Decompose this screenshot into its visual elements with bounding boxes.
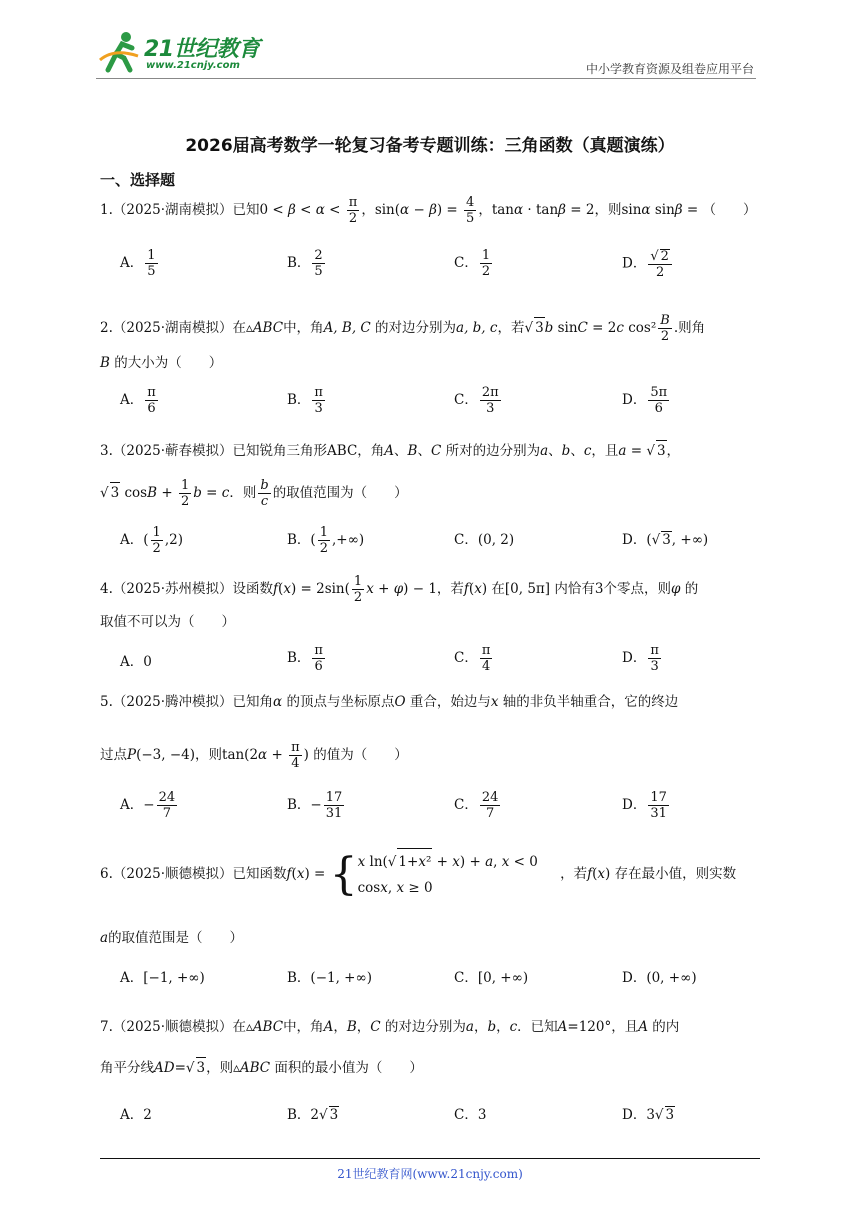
question-3: 3.（2025·蕲春模拟）已知锐角三角形ABC，角A、B、C 所对的边分别为a、b、c，且a = √ 3， [100, 440, 680, 461]
q2-option-b[interactable]: B． $\frac{\pi}{3}$ [287, 385, 323, 416]
q4-option-a[interactable]: A．0 [120, 654, 152, 670]
q7-option-c[interactable]: C．3 [454, 1107, 487, 1123]
question-5: 5.（2025·腾冲模拟）已知角α 的顶点与坐标原点O 重合，始边与x 轴的非负半轴重合，它的终边 [100, 694, 679, 710]
q7-option-a[interactable]: A．2 [120, 1107, 152, 1123]
logo-url: www.21cnjy.com [146, 60, 240, 71]
page-header [0, 0, 860, 80]
footer-divider [100, 1158, 760, 1159]
footer-link[interactable]: 21世纪教育网(www.21cnjy.com) [337, 1167, 523, 1181]
logo-text: 21世纪教育 [144, 37, 260, 62]
section-heading: 一、选择题 [100, 171, 176, 189]
q1-option-c[interactable]: C． $\frac{1}{2}$ [454, 248, 491, 279]
platform-label: 中小学教育资源及组卷应用平台 [585, 62, 754, 76]
q2-option-c[interactable]: C． $\frac{2\pi}{3}$ [454, 385, 499, 416]
question-7: 7.（2025·顺德模拟）在▵ABC中，角A，B，C 的对边分别为a，b，c．已知A=120°，且A 的内 [100, 1019, 680, 1035]
q3-option-c[interactable]: C．(0, 2) [454, 532, 515, 548]
q3-option-d[interactable]: D．(√ 3, +∞) [622, 532, 709, 548]
question-6-cont: a的取值范围是（ ） [100, 930, 244, 946]
question-2-cont: B 的大小为（ ） [100, 355, 223, 371]
q5-option-a[interactable]: A．− $\frac{24}{7}$ [120, 790, 176, 821]
question-4: 4.（2025·苏州模拟）设函数f(x) = 2sin( $\frac{1}{2}$ x + φ) − 1，若f(x) 在[0, 5π] 内恰有3个零点，则φ 的 [100, 574, 699, 605]
q2-option-a[interactable]: A． $\frac{\pi}{6}$ [120, 385, 156, 416]
q1-blank: （ ） [702, 202, 757, 218]
question-3-cont: √ 3 cosB + $\frac{1}{2}$ b = c．则 $\frac{b}{c}$ 的取值范围为（ ） [100, 478, 408, 509]
q4-option-c[interactable]: C． $\frac{\pi}{4}$ [454, 643, 491, 674]
q5-option-c[interactable]: C． $\frac{24}{7}$ [454, 790, 499, 821]
header-divider [96, 78, 756, 79]
question-2: 2.（2025·湖南模拟）在▵ABC中，角A, B, C 的对边分别为a, b, c，若√ 3b sinC = 2c cos² $\frac{B}{2}$ .则角 [100, 313, 706, 344]
q7-option-b[interactable]: B．2√ 3 [287, 1107, 339, 1123]
q2-option-d[interactable]: D． $\frac{5\pi}{6}$ [622, 385, 668, 416]
q3-option-a[interactable]: A．( $\frac{1}{2}$ ,2) [120, 525, 183, 556]
q1-option-a[interactable]: A． $\frac{1}{5}$ [120, 248, 156, 279]
q4-option-d[interactable]: D． $\frac{\pi}{3}$ [622, 643, 659, 674]
question-4-cont: 取值不可以为（ ） [100, 614, 235, 630]
q1-source: 1.（2025·湖南模拟）已知 [100, 202, 260, 218]
q6-option-c[interactable]: C．[0, +∞) [454, 970, 529, 986]
q5-option-b[interactable]: B．− $\frac{17}{31}$ [287, 790, 343, 821]
q1-option-d[interactable]: D． $\frac{√ 2}{2}$ [622, 248, 674, 280]
q6-option-a[interactable]: A．[−1, +∞) [120, 970, 205, 986]
page-title: 2026届高考数学一轮复习备考专题训练：三角函数（真题演练） [185, 136, 675, 156]
q3-option-b[interactable]: B．( $\frac{1}{2}$ ,+∞) [287, 525, 365, 556]
site-logo [96, 30, 266, 78]
q7-option-d[interactable]: D．3√ 3 [622, 1107, 675, 1123]
q6-option-d[interactable]: D．(0, +∞) [622, 970, 697, 986]
runner-icon [96, 30, 142, 74]
q6-option-b[interactable]: B．(−1, +∞) [287, 970, 372, 986]
q4-option-b[interactable]: B． $\frac{\pi}{6}$ [287, 643, 323, 674]
question-6: 6.（2025·顺德模拟）已知函数f(x) = { x ln(√ 1+x² + x) + a, x < 0 cosx, x ≥ 0 ，若f(x) 存在最小值，则实数 [100, 848, 737, 900]
question-1: 1.（2025·湖南模拟）已知0 < β < α < $\frac{\pi}{2}$ ，sin(α − β) = $\frac{4}{5}$ ，tanα · tanβ = 2，则sinα sinβ = （ ） [100, 195, 757, 226]
question-5-cont: 过点P(−3, −4)，则tan(2α + $\frac{\pi}{4}$ ) 的值为（ ） [100, 740, 408, 771]
q1-option-b[interactable]: B． $\frac{2}{5}$ [287, 248, 323, 279]
q5-option-d[interactable]: D． $\frac{17}{31}$ [622, 790, 667, 821]
question-7-cont: 角平分线AD=√ 3，则▵ABC 面积的最小值为（ ） [100, 1057, 423, 1078]
